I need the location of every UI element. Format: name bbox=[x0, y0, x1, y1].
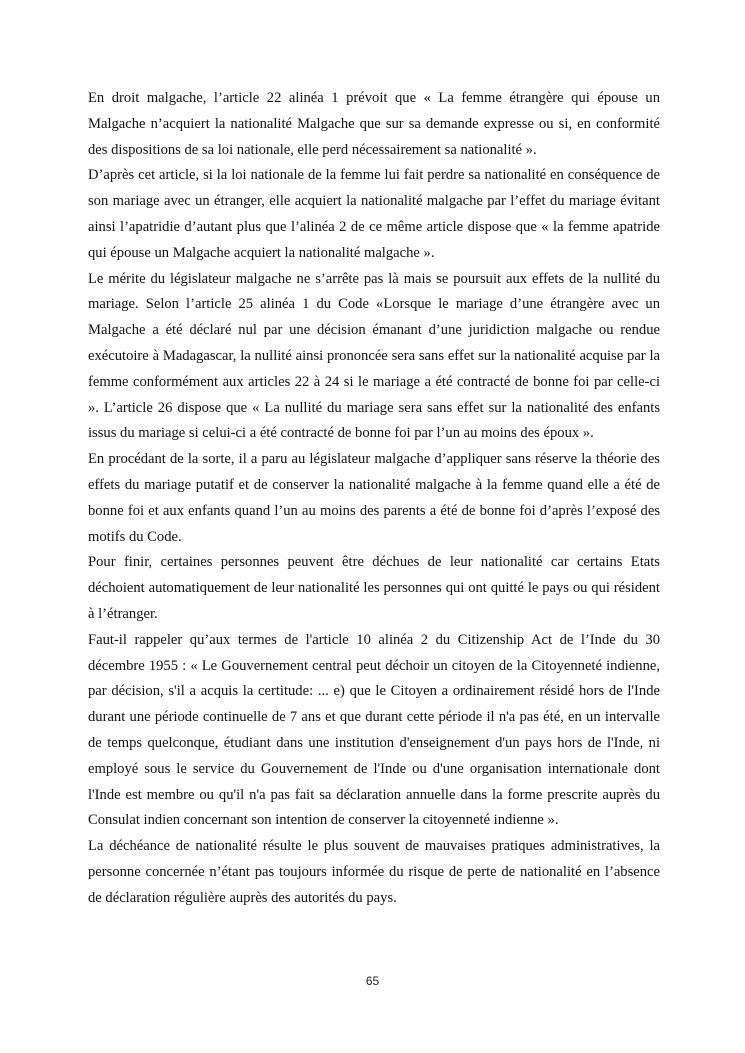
body-text bbox=[88, 86, 660, 912]
paragraph-article-22: En droit malgache, l’article 22 alinéa 1 prévoit que « La femme étrangère qui épouse un Malgache n’acquiert la nationalité Malgache que sur sa demande expresse ou si, en conformité des dispositions de sa loi nationale, elle perd nécessairement sa nationalité ». bbox=[88, 90, 660, 158]
paragraph-citizenship-act: Faut-il rappeler qu’aux termes de l'article 10 alinéa 2 du Citizenship Act de l’Inde du 30 décembre 1955 : « Le Gouvernement central peut déchoir un citoyen de la Citoyenneté indienne, par décision, s'il a acquis la certitude: ... e) que le Citoyen a ordinairement résidé hors de l'Inde durant une période continuelle de 7 ans et que durant cette période il n'a pas été, en un intervalle de temps quelconque, étudiant dans une institution d'enseignement d'un pays hors de l'Inde, ni employé sous le service du Gouvernement de l'Inde ou d'une organisation internationale dont l'Inde est membre ou qu'il n'a pas fait sa déclaration annuelle dans la forme prescrite auprès du Consulat indien concernant son intention de conserver la citoyenneté indienne ». bbox=[88, 631, 660, 829]
page-number: 65 bbox=[365, 974, 380, 988]
paragraph-nullite-mariage: Le mérite du législateur malgache ne s’arrête pas là mais se poursuit aux effets de la nullité du mariage. Selon l’article 25 alinéa 1 du Code «Lorsque le mariage d’une étrangère avec un Malgache a été déclaré nul par une décision émanant d’une juridiction malgache ou rendue exécutoire à Madagascar, la nullité ainsi prononcée sera sans effet sur la nationalité acquise par la femme conformément aux articles 22 à 24 si le mariage a été contracté de bonne foi par celle-ci ». L’article 26 dispose que « La nullité du mariage sera sans effet sur la nationalité des enfants issus du mariage si celui-ci a été contracté de bonne foi par l’un au moins des époux ». bbox=[88, 270, 660, 442]
paragraph-decheance: Pour finir, certaines personnes peuvent être déchues de leur nationalité car certains Etats déchoient automatiquement de leur nationalité les personnes qui ont quitté le pays ou qui résident à l’étranger. bbox=[88, 554, 660, 622]
paragraph-apatridie: D’après cet article, si la loi nationale de la femme lui fait perdre sa nationalité en conséquence de son mariage avec un étranger, elle acquiert la nationalité malgache par l’effet du mariage évitant ainsi l’apatridie d’autant plus que l’alinéa 2 de ce même article dispose que « la femme apatride qui épouse un Malgache acquiert la nationalité malgache ». bbox=[88, 167, 660, 261]
paragraph-mariage-putatif: En procédant de la sorte, il a paru au législateur malgache d’appliquer sans réserve la théorie des effets du mariage putatif et de conserver la nationalité malgache à la femme quand elle a été de bonne foi et aux enfants quand l’un au moins des parents a été de bonne foi d’après l’exposé des motifs du Code. bbox=[88, 451, 660, 545]
paragraph-pratiques-administratives: La déchéance de nationalité résulte le plus souvent de mauvaises pratiques administratives, la personne concernée n’étant pas toujours informée du risque de perte de nationalité en l’absence de déclaration régulière auprès des autorités du pays. bbox=[88, 838, 660, 906]
